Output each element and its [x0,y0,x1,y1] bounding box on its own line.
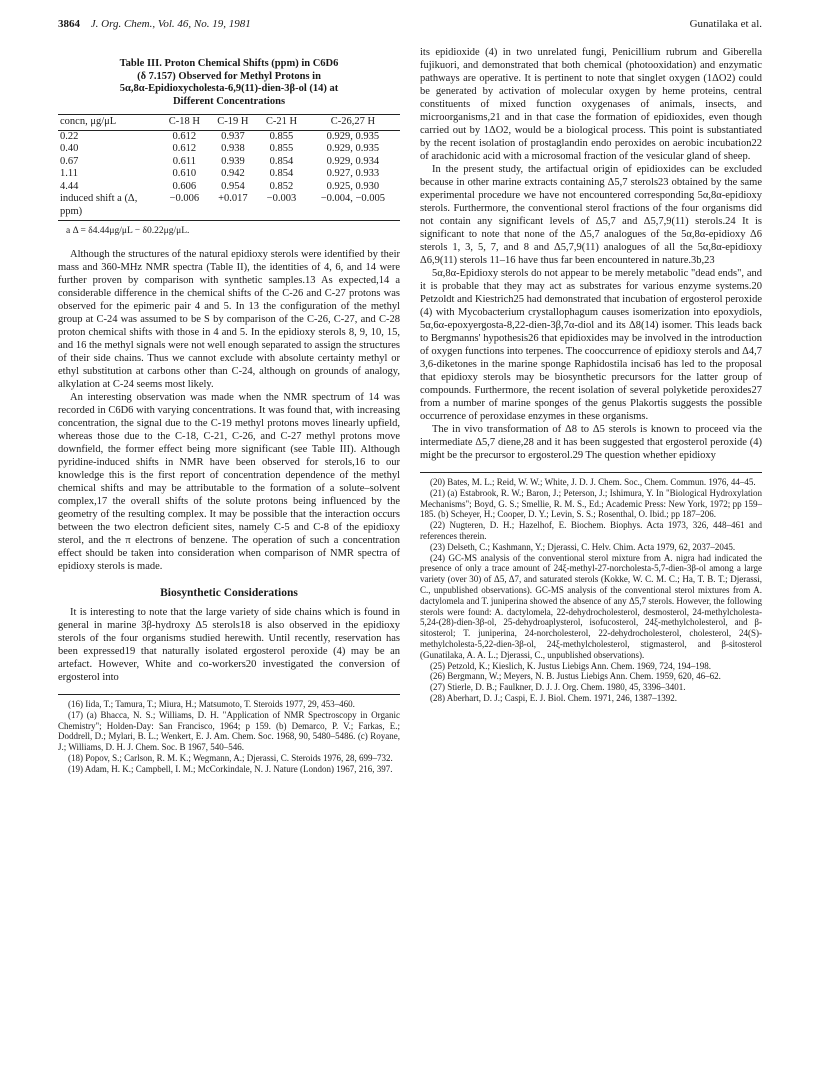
reference-note: (27) Stierle, D. B.; Faulkner, D. J. J. Org. Chem. 1980, 45, 3396–3401. [430,682,686,693]
table-header-cell: concn, μg/μL [58,115,160,131]
reference-note: (26) Bergmann, W.; Meyers, N. B. Justus Liebigs Ann. Chem. 1959, 620, 46–62. [430,671,721,682]
table-cell: 0.938 [221,143,245,154]
table-row [58,193,400,221]
table-cell: 0.852 [269,180,294,192]
header-author: Gunatilaka et al. [689,18,762,30]
reference-note: (24) GC-MS analysis of the conventional sterol mixture from A. nigra had indicated the presence of only a trace amount of 24ξ-methyl-27-norcholesta-5,7-dien-3β-ol among a large variety (over 30) of Δ5, Δ7, and saturated sterols (Kokke, W. C. M. C.; Ha, T. B. T.; Djerassi, C., unpublished observations). GC-MS analysis of the conventional sterol mixtures from A. dactylomela and T. juniperina showed the absence of any Δ5,7 sterols. However, the following sterols were found: A. dactylomela, 22-dehydrocholesterol, desmosterol, 24-methylcholesta-5,24-(28)-dien-3β-ol, 25-dehydroaplysterol, isofucosterol, 24ξ-methylcholesterol, and β-sitosterol; T. juniperina, 24-norcholesterol, 22-dehydrocholesterol, cholesterol, 24(S)-methylcholesta-5,22-dien-3β-ol, 24ξ-methylcholesterol, stigmasterol, and β-sitosterol (Gunatilaka, A. A. L.; Djerassi, C., unpublished observations). [420,552,762,660]
table-cell: 0.925, 0.930 [326,180,380,192]
reference-note: (17) (a) Bhacca, N. S.; Williams, D. H. "Application of NMR Spectroscopy in Organic Chemistry"; Holden-Day: San Francisco, 1964; p 159. (b) Demarco, P. V.; Farkas, E.; Doddrell, D.; Mylari, B. L.; Wenkert, E. J. Am. Chem. Soc. 1968, 90, 5480–5486. (c) Royane, J.; Williams, D. H. J. Chem. Soc. B 1967, 540–546. [58,709,400,753]
table-header-row [58,115,400,131]
reference-note: (21) (a) Estabrook, R. W.; Baron, J.; Peterson, J.; Ishimura, Y. In "Biological Hydroxylation Mechanisms"; Boyd, G. S.; Smellie, R. M. S., Ed.; Academic Press: New York, 1972; pp 159–185. (b) Scheyer, H.; Cooper, D. Y.; Levin, S. S.; Rosenthal, O. Ibid.; pp 187–206. [420,487,762,520]
left-column [58,46,400,775]
reference-note: (20) Bates, M. L.; Reid, W. W.; White, J. D. J. Chem. Soc., Chem. Commun. 1976, 44–45. [430,477,756,487]
table-row [58,181,400,194]
table-title-line: Different Concentrations [172,95,286,107]
table-title-line: (δ 7.157) Observed for Methyl Protons in [137,70,321,82]
table-cell: 1.11 [60,168,78,179]
table-cell: 0.40 [60,143,79,154]
table-header-cell: C-21 H [257,115,306,131]
table-cell: 0.939 [221,155,245,167]
body-paragraph: It is interesting to note that the large variety of side chains which is found in general in marine 3β-hydroxy Δ5 sterols18 is also observed in the epidioxy sterols of the four organisms studied herewith. Until recently, reservation has been expressed19 that naturally isolated ergosterol peroxide (4) may be an artefact. However, White and co-workers20 investigated the conversion of ergosterol into [58,607,400,683]
table-cell: 0.854 [269,168,294,179]
table-cell: 0.854 [269,155,294,167]
table-cell: 0.67 [60,155,79,167]
header-left [58,18,251,30]
table-row [58,130,400,143]
table-cell: +0.017 [209,193,258,221]
table-cell: 0.942 [221,168,245,179]
table-cell: 0.954 [221,180,245,192]
table-cell: 0.855 [269,143,294,154]
table-cell: 4.44 [60,180,79,192]
reference-note: (22) Nugteren, D. H.; Hazelhof, E. Biochem. Biophys. Acta 1973, 326, 448–461 and references therein. [420,520,762,541]
table-header-cell: C-26,27 H [306,115,400,131]
right-column [420,46,762,704]
table-cell: 0.612 [172,130,197,142]
table-cell: 0.927, 0.933 [326,168,380,179]
journal-citation: J. Org. Chem., Vol. 46, No. 19, 1981 [90,18,251,30]
table-row [58,156,400,169]
reference-note: (25) Petzold, K.; Kieslich, K. Justus Liebigs Ann. Chem. 1969, 724, 194–198. [430,660,711,671]
table-cell: 0.611 [172,155,196,167]
body-paragraph: An interesting observation was made when the NMR spectrum of 14 was recorded in C6D6 with varying concentrations. It was found that, with increasing concentration, the signal due to the C-19 methyl protons moves linearly upfield, whereas those due to the C-18, C-21, C-26, and C-27 methyl protons move downfield, the former effect being more significant (see Table III). Although pyridine-induced shifts in NMR have been observed for sterols,16 to our knowledge this is the first report of concentration dependence of the methyl chemical shifts and may be attributable to the formation of a solute–solvent complex,17 the overall shifts of the solute protons being influenced by the geometry of the resulting complex. It may be possible that the interaction occurs between the two electron deficient sites, namely C-5 and C-8 of the epidioxy sterol, and the π electrons of benzene. The operation of such a concentration effect should be taken into consideration when comparison of NMR spectra of epidioxy sterols is made. [58,392,400,572]
body-paragraph: 5α,8α-Epidioxy sterols do not appear to be merely metabolic "dead ends", and it is probable that they may act as substrates for various enzyme systems.20 Petzoldt and Kiestrich25 had demonstrated that incubation of ergosterol peroxide (4) with Mycobacterium crystallophagum causes isomerization into epoxydiols, 5α,6α-epoxyergosta-8,22-dien-3β,7α-diol and its Δ8(14) isomer. This leads back to Bergmanns' hypothesis26 that epidioxides may be involved in the introduction of oxygen functions into terpenes. The cooccurrence of epidioxy sterols and Δ4,7 3,6-diketones in the marine sponge Raphidostila incisa6 has led to the proposal that epidioxy sterols may be biosynthetic precursors for the latter group of compounds. Furthermore, the recent isolation of several polyketide peroxides27 from a number of marine sponges of the genus Plakortis suggests the possible occurrence of peroxidase enzymes in these organisms. [420,268,762,422]
table-title [58,58,400,108]
table-cell: 0.22 [60,130,79,142]
table-cell: 0.610 [172,168,197,179]
table-cell: 0.855 [269,130,294,142]
reference-note: (19) Adam, H. K.; Campbell, I. M.; McCorkindale, N. J. Nature (London) 1967, 216, 397. [68,763,393,774]
table-cell: −0.006 [160,193,209,221]
page-header [58,18,762,34]
table-cell: 0.929, 0.935 [326,130,380,142]
table-footnote: a Δ = δ4.44μg/μL − δ0.22μg/μL. [66,226,190,236]
reference-note: (16) Iida, T.; Tamura, T.; Miura, H.; Matsumoto, T. Steroids 1977, 29, 453–460. [68,699,355,709]
reference-note: (28) Aberhart, D. J.; Caspi, E. J. Biol. Chem. 1971, 246, 1387–1392. [430,692,677,703]
table-header-cell: C-18 H [160,115,209,131]
table-cell: 0.612 [172,143,197,154]
table-row [58,168,400,181]
table-cell: induced shift a (Δ, ppm) [58,193,160,221]
table-cell: 0.937 [221,130,245,142]
body-paragraph: Although the structures of the natural epidioxy sterols were identified by their mass and 360-MHz NMR spectra (Table II), the identities of 4, 6, and 14 were further proven by comparison with synthetic samples.13 As expected,14 a considerable difference in the chemical shifts of the C-26 and C-27 protons was observed for the epimeric pair 4 and 5. In 13 the configuration of the methyl group at C-24 was assumed to be S by comparison of the C-26, C-27, and C-28 proton chemical shifts with those in 4 and 5. In the epidioxy sterols 8, 9, 10, 15, and 16 the methyl signals were not well enough separated to assign the structures of their side chains. Thus we cannot exclude with absolute certainty methyl or ethyl substitution at carbons other than C-24, although on grounds of analogy, alkylation at C-24 seems most likely. [58,249,400,390]
table-row [58,143,400,156]
footnotes-right [420,472,762,704]
footnotes-left [58,694,400,775]
table-cell: 0.929, 0.934 [326,155,380,167]
reference-note: (18) Popov, S.; Carlson, R. M. K.; Wegmann, A.; Djerassi, C. Steroids 1976, 28, 699–732. [68,752,393,763]
table-cell: −0.003 [257,193,306,221]
table-header-cell: C-19 H [209,115,258,131]
page-number: 3864 [58,18,80,30]
table-cell: 0.929, 0.935 [326,143,380,154]
table-cell: −0.004, −0.005 [306,193,400,221]
section-heading: Biosynthetic Considerations [160,587,298,599]
body-paragraph: The in vivo transformation of Δ8 to Δ5 sterols is known to proceed via the intermediate Δ5,7 diene,28 and it has been suggested that ergosterol peroxide (4) might be the precursor to ergosterol.29 The question whether epidioxy [420,424,762,461]
table-title-line: Table III. Proton Chemical Shifts (ppm) in C6D6 [119,58,339,69]
reference-note: (23) Delseth, C.; Kashmann, Y.; Djerassi, C. Helv. Chim. Acta 1979, 62, 2037–2045. [430,541,736,552]
body-paragraph: its epidioxide (4) in two unrelated fungi, Penicillium rubrum and Giberella fujikuori, and demonstrated that both chemical (photooxidation) and enzymatic pathways are operative. It is pertinent to note that singlet oxygen (1ΔO2) could be generated by activation of molecular oxygen by heme proteins, central constituents of mixed function oxygenases of animals, insects, and microorganisms,21 and in that case the formation of epidioxides, even though carried out by 1ΔO2, would be a biological process. This point is substantiated by the recent isolation of prostaglandin endo peroxides on aerobic incubation22 of arachidonic acid with a microsomal fraction of the vesicular gland of sheep. [420,47,762,162]
shift-table [58,114,400,221]
table-title-line: 5α,8α-Epidioxycholesta-6,9(11)-dien-3β-ol (14) at [119,83,339,94]
table-cell: 0.606 [172,180,197,192]
body-paragraph: In the present study, the artifactual origin of epidioxides can be excluded because in other marine extracts containing Δ5,7 sterols23 obtained by the same experimental procedure we have not encountered corresponding 5α,8α-epidioxy sterols. Furthermore, the conventional sterol fractions of the four organisms did not contain any significant levels of Δ5,7 and Δ5,7,9(11) sterols.24 It is significant to note that none of the Δ5,7 analogues of the 5α,8α-epidioxy Δ6 sterols 1, 3, 5, 7, and 8 and Δ5,7,9(11) analogues of all the 5α,8α-epidioxy Δ6,9(11) sterols 11–16 have thus far been encountered in nature.3b,23 [420,164,762,266]
